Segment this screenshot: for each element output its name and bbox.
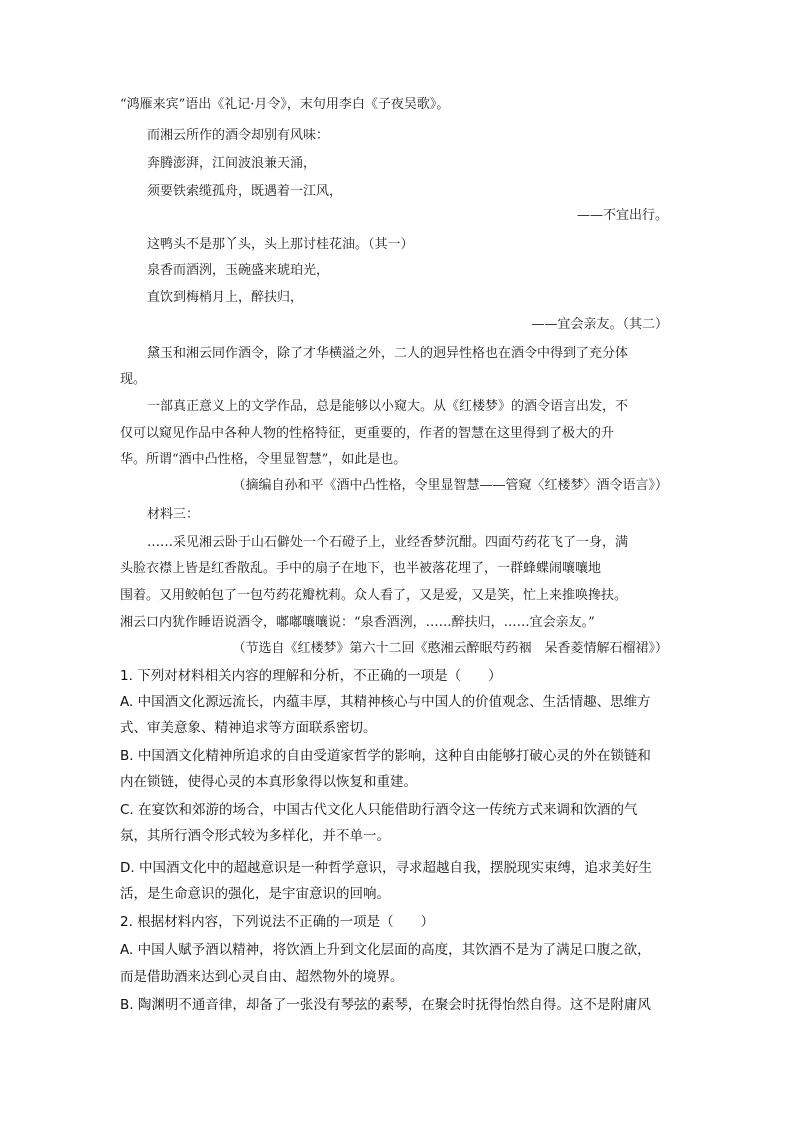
poem-line: 直饮到梅梢月上，醉扶归， <box>147 290 304 305</box>
option-line: 氛，其所行酒令形式较为多样化，并不单一。 <box>120 828 390 844</box>
poem-line: 泉香而酒洌，玉碗盛来琥珀光， <box>147 263 330 278</box>
poem-signoff: ——不宜出行。 <box>576 208 668 223</box>
source-citation: （节选自《红楼梦》第六十二回《憨湘云醉眠芍药裀 呆香菱情解石榴裙》） <box>232 641 668 656</box>
text-line: 现。 <box>120 372 147 387</box>
option-line: C. 在宴饮和郊游的场合，中国古代文化人只能借助行酒令这一传统方式来调和饮酒的气 <box>120 802 638 818</box>
question-stem: 2. 根据材料内容，下列说法不正确的一项是（ ） <box>120 914 435 930</box>
option-line: B. 陶渊明不通音律，却备了一张没有琴弦的素琴，在聚会时抚得怡然自得。这不是附庸风 <box>120 997 651 1013</box>
poem-signoff: ——宜会亲友。（其二） <box>531 317 668 332</box>
option-line: A. 中国酒文化源远流长，内蕴丰厚，其精神核心与中国人的价值观念、生活情趣、思维方 <box>120 694 651 710</box>
text-line: “鸿雁来宾”语出《礼记·月令》，末句用李白《子夜吴歌》。 <box>120 97 450 112</box>
text-line: 湘云口内犹作睡语说酒令，嘟嘟嚷嚷说：“泉香酒洌，……醉扶归，……宜会亲友。” <box>120 615 595 630</box>
option-line: 而是借助酒来达到心灵自由、超然物外的境界。 <box>120 969 404 985</box>
poem-line: 须要铁索缆孤舟，既遇着一江风， <box>147 184 343 199</box>
text-line: 一部真正意义上的文学作品，总是能够以小窥大。从《红楼梦》的酒令语言出发，不 <box>147 399 629 414</box>
section-heading: 材料三： <box>147 507 200 522</box>
text-line: 华。所谓“酒中凸性格，令里显智慧”，如此是也。 <box>120 452 407 467</box>
poem-line: 奔腾澎湃，江间波浪兼天涌， <box>147 156 317 171</box>
text-line: ……采见湘云卧于山石僻处一个石磴子上，业经香梦沉酣。四面芍药花飞了一身，满 <box>147 535 629 550</box>
text-line: 而湘云所作的酒令却别有风味： <box>147 128 330 143</box>
text-line: 仅可以窥见作品中各种人物的性格特征，更重要的，作者的智慧在这里得到了极大的升 <box>120 426 615 441</box>
text-line: 围着。又用鲛帕包了一包芍药花瓣枕莉。众人看了，又是爱，又是笑，忙上来推唤搀扶。 <box>120 588 628 603</box>
question-stem: 1. 下列对材料相关内容的理解和分析，不正确的一项是（ ） <box>120 668 502 684</box>
option-line: D. 中国酒文化中的超越意识是一种哲学意识，寻求超越自我，摆脱现实束缚，追求美好生 <box>120 860 652 876</box>
option-line: B. 中国酒文化精神所追求的自由受道家哲学的影响，这种自由能够打破心灵的外在锁链和 <box>120 748 651 764</box>
source-citation: （摘编自孙和平《酒中凸性格，令里显智慧——管窥〈红楼梦〉酒令语言》） <box>232 478 668 493</box>
poem-line: 这鸭头不是那丫头，头上那讨桂花油。（其一） <box>147 237 414 252</box>
option-line: A. 中国人赋予酒以精神，将饮酒上升到文化层面的高度，其饮酒不是为了满足口腹之欲， <box>120 942 651 958</box>
text-line: 黛玉和湘云同作酒令，除了才华横溢之外，二人的迥异性格也在酒令中得到了充分体 <box>147 346 629 361</box>
text-line: 头脸衣襟上皆是红香散乱。手中的扇子在地下，也半被落花埋了，一群蜂蝶闹嚷嚷地 <box>120 561 602 576</box>
option-line: 活，是生命意识的强化，是宇宙意识的回响。 <box>120 886 390 902</box>
option-line: 式、审美意象、精神追求等方面联系密切。 <box>120 720 377 736</box>
option-line: 内在锁链，使得心灵的本真形象得以恢复和重建。 <box>120 774 417 790</box>
